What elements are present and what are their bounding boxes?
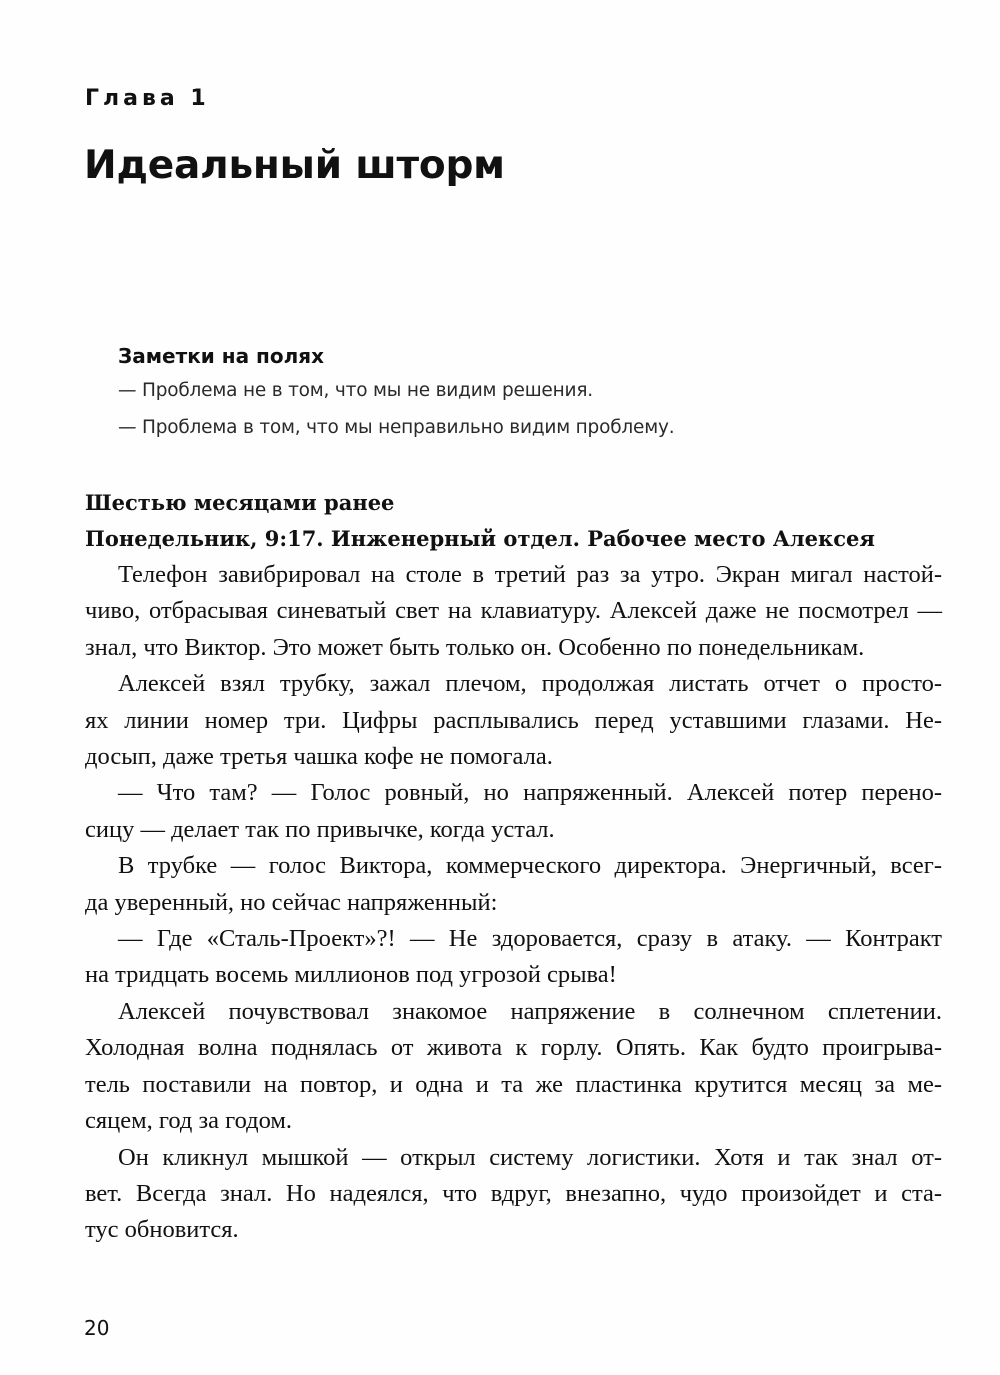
- paragraph-line: Холодная волна поднялась от живота к горлу. Опять. Как будто проигрыва-: [85, 1034, 942, 1062]
- margin-notes: [118, 340, 878, 446]
- story-section: [85, 485, 942, 1249]
- chapter-label: Глава 1: [85, 86, 210, 111]
- paragraph-line: тус обновится.: [85, 1216, 239, 1244]
- paragraph-line: сяцем, год за годом.: [85, 1107, 292, 1135]
- paragraph-line: досып, даже третья чашка кофе не помогала.: [85, 743, 553, 771]
- story-paragraph: [85, 557, 942, 666]
- margin-note-line: — Проблема в том, что мы неправильно видим проблему.: [118, 417, 675, 438]
- story-paragraph: [85, 666, 942, 775]
- story-paragraph: [85, 994, 942, 1140]
- margin-note-line: — Проблема не в том, что мы не видим решения.: [118, 380, 593, 401]
- paragraph-line: — Что там? — Голос ровный, но напряженный. Алексей потер перено-: [118, 779, 942, 807]
- story-paragraph: [85, 775, 942, 848]
- story-paragraph: [85, 921, 942, 994]
- page-number: 20: [84, 1316, 110, 1340]
- paragraph-line: ях линии номер три. Цифры расплывались перед уставшими глазами. Не-: [85, 706, 942, 734]
- story-paragraph: [85, 1140, 942, 1249]
- paragraph-line: Телефон завибрировал на столе в третий раз за утро. Экран мигал настой-: [118, 561, 942, 588]
- story-body: [85, 557, 942, 1249]
- paragraph-line: тель поставили на повтор, и одна и та же пластинка крутится месяц за ме-: [85, 1070, 942, 1098]
- paragraph-line: да уверенный, но сейчас напряженный:: [85, 888, 498, 916]
- paragraph-line: чиво, отбрасывая синеватый свет на клавиатуру. Алексей даже не посмотрел —: [85, 597, 942, 625]
- story-heading: Шестью месяцами ранее: [85, 490, 395, 515]
- paragraph-line: В трубке — голос Виктора, коммерческого директора. Энергичный, всег-: [118, 852, 942, 880]
- story-paragraph: [85, 848, 942, 921]
- paragraph-line: Он кликнул мышкой — открыл систему логистики. Хотя и так знал от-: [118, 1143, 942, 1171]
- paragraph-line: вет. Всегда знал. Но надеялся, что вдруг, внезапно, чудо произойдет и ста-: [85, 1179, 942, 1207]
- paragraph-line: знал, что Виктор. Это может быть только он. Особенно по понедельникам.: [85, 633, 865, 661]
- chapter-title: Идеальный шторм: [84, 143, 505, 188]
- paragraph-line: сицу — делает так по привычке, когда устал.: [85, 815, 555, 843]
- paragraph-line: на тридцать восемь миллионов под угрозой срыва!: [85, 961, 617, 989]
- paragraph-line: — Где «Сталь-Проект»?! — Не здоровается, сразу в атаку. — Контракт: [118, 925, 942, 953]
- paragraph-line: Алексей взял трубку, зажал плечом, продолжая листать отчет о просто-: [118, 670, 942, 698]
- margin-notes-heading: Заметки на полях: [118, 344, 324, 368]
- paragraph-line: Алексей почувствовал знакомое напряжение в солнечном сплетении.: [118, 997, 942, 1025]
- story-subheading: Понедельник, 9:17. Инженерный отдел. Рабочее место Алексея: [85, 526, 875, 551]
